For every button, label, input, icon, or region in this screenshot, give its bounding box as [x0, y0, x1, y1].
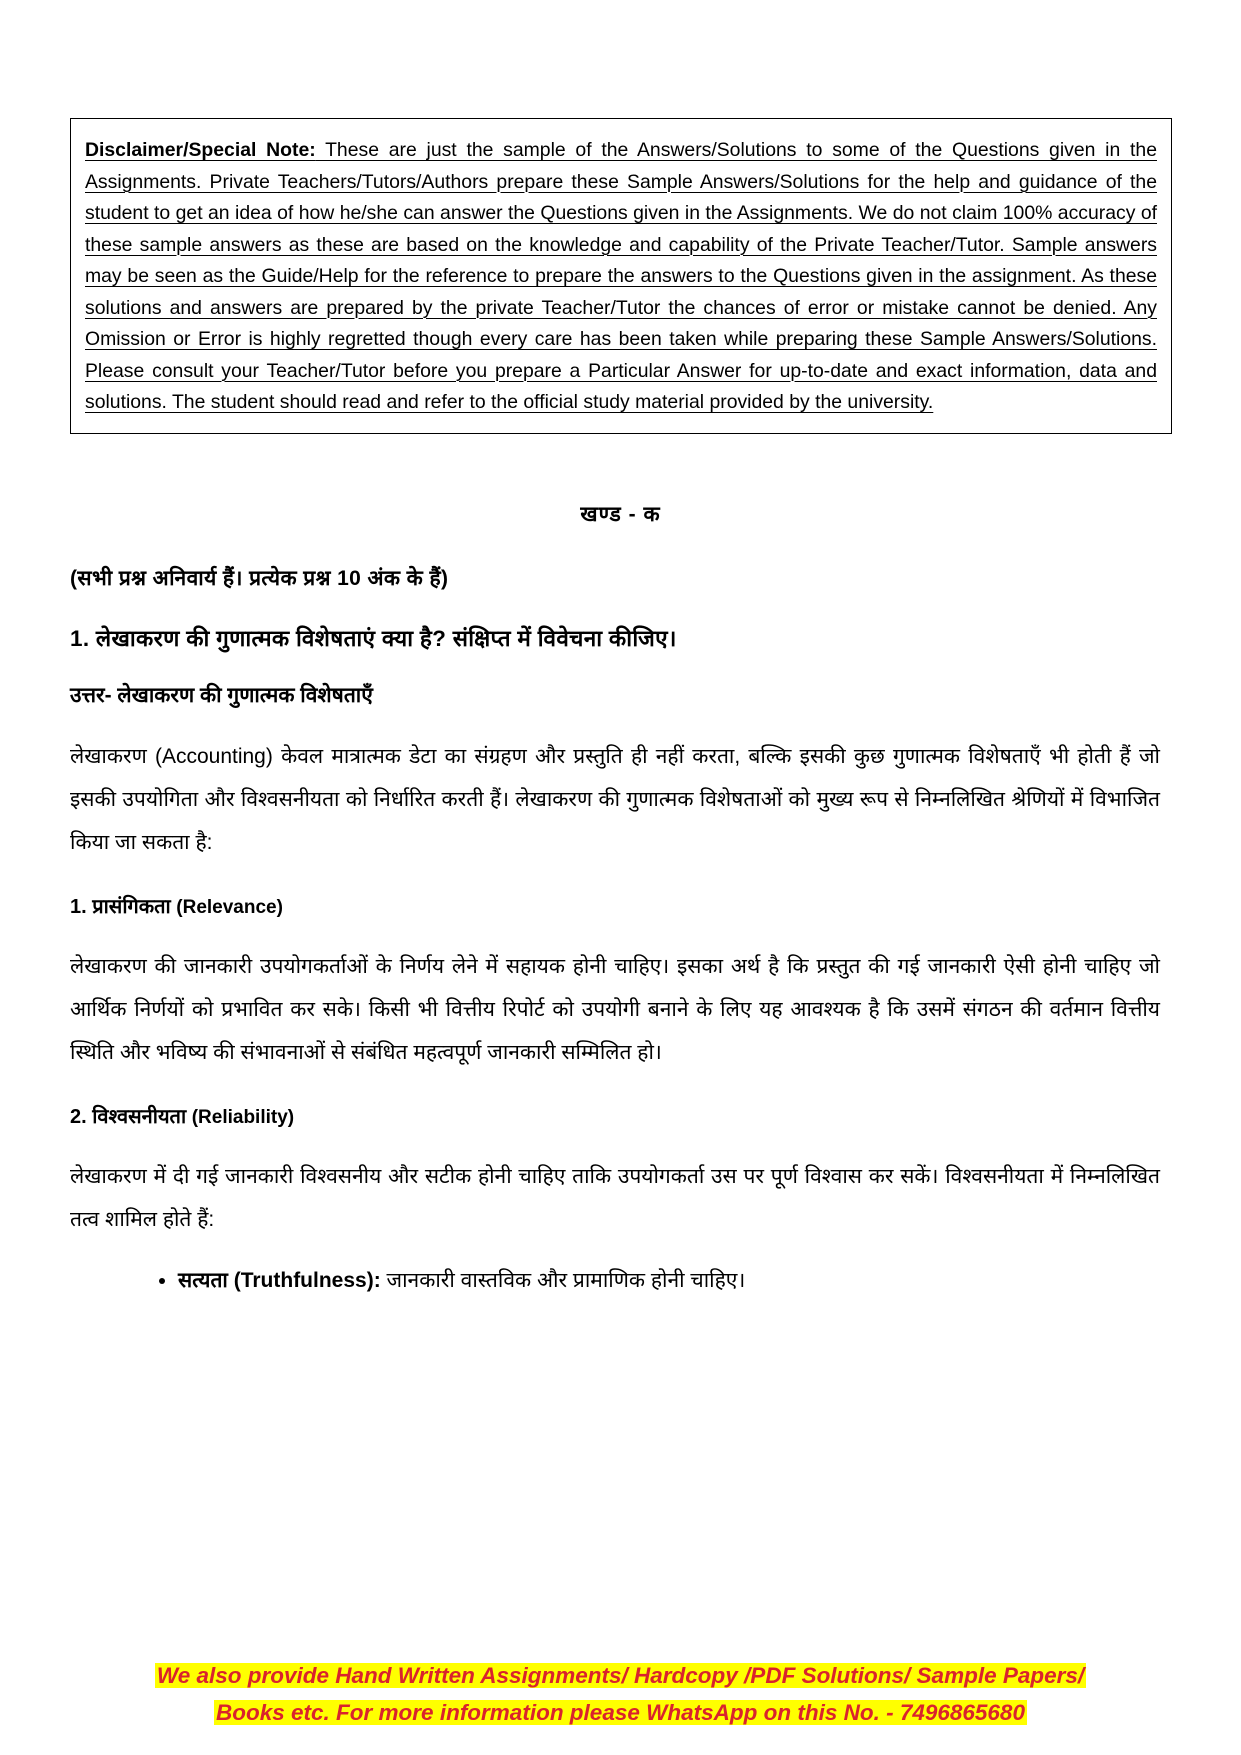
point-1-heading [70, 892, 1171, 919]
point-1-paragraph: लेखाकरण की जानकारी उपयोगकर्ताओं के निर्णय लेने में सहायक होनी चाहिए। इसका अर्थ है कि प्रस्तुत की गई जानकारी ऐसी होनी चाहिए जो आर्थिक निर्णयों को प्रभावित कर सके। किसी भी वित्तीय रिपोर्ट को उपयोगी बनाने के लिए यह आवश्यक है कि उसमें संगठन की वर्तमान वित्तीय स्थिति और भविष्य की संभावनाओं से संबंधित महत्वपूर्ण जानकारी सम्मिलित हो। [70, 954, 1160, 1064]
answer-heading: उत्तर- लेखाकरण की गुणात्मक विशेषताएँ [70, 683, 373, 707]
section-heading: खण्ड - क [580, 502, 661, 526]
footer-line-1: We also provide Hand Written Assignments/ Hardcopy /PDF Solutions/ Sample Papers/ [156, 1663, 1085, 1688]
list-item [178, 1263, 1171, 1299]
point-2-heading-en: (Reliability) [191, 1106, 295, 1128]
disclaimer-text [85, 135, 1157, 419]
section-instruction: (सभी प्रश्न अनिवार्य हैं। प्रत्येक प्रश्न 10 अंक के हैं) [70, 566, 449, 590]
answer-intro-paragraph: लेखाकरण (Accounting) केवल मात्रात्मक डेटा का संग्रहण और प्रस्तुति ही नहीं करता, बल्कि इसकी कुछ गुणात्मक विशेषताएँ भी होती हैं जो इसकी उपयोगिता और विश्वसनीयता को निर्धारित करती हैं। लेखाकरण की गुणात्मक विशेषताओं को मुख्य रूप से निम्नलिखित श्रेणियों में विभाजित किया जा सकता है: [70, 744, 1160, 854]
disclaimer-body: These are just the sample of the Answers/Solutions to some of the Questions given in the Assignments. Private Teachers/Tutors/Authors prepare these Sample Answers/Solutions for the help and guidance of the student to get an idea of how he/she can answer the Questions given in the Assignments. We do not claim 100% accuracy of these sample answers as these are based on the knowledge and capability of the Private Teacher/Tutor. Sample answers may be seen as the Guide/Help for the reference to prepare the answers to the Questions given in the assignment. As these solutions and answers are prepared by the private Teacher/Tutor the chances of error or mistake cannot be denied. Any Omission or Error is highly regretted though every care has been taken while preparing these Sample Answers/Solutions. Please consult your Teacher/Tutor before you prepare a Particular Answer for up-to-date and exact information, data and solutions. The student should read and refer to the official study material provided by the university. [85, 139, 1157, 413]
question-text: 1. लेखाकरण की गुणात्मक विशेषताएं क्या है? संक्षिप्त में विवेचना कीजिए। [70, 625, 677, 651]
point-2-paragraph: लेखाकरण में दी गई जानकारी विश्वसनीय और सटीक होनी चाहिए ताकि उपयोगकर्ता उस पर पूर्ण विश्वास कर सकें। विश्वसनीयता में निम्नलिखित तत्व शामिल होते हैं: [70, 1164, 1160, 1231]
disclaimer-box [70, 118, 1172, 434]
point-2-heading [70, 1102, 1171, 1129]
footer-line-2: Books etc. For more information please WhatsApp on this No. - 7496865680 [216, 1700, 1025, 1725]
point-2-heading-hi: 2. विश्वसनीयता [70, 1105, 187, 1128]
footer-promo [0, 1659, 1241, 1733]
bullet-1-bold: सत्यता (Truthfulness): [178, 1268, 381, 1292]
bullet-1-text: जानकारी वास्तविक और प्रामाणिक होनी चाहिए। [380, 1268, 746, 1292]
point-1-heading-hi: 1. प्रासंगिकता [70, 895, 171, 918]
disclaimer-label: Disclaimer/Special Note: [85, 139, 316, 161]
bullet-list [70, 1263, 1171, 1299]
point-1-heading-en: (Relevance) [176, 896, 283, 918]
